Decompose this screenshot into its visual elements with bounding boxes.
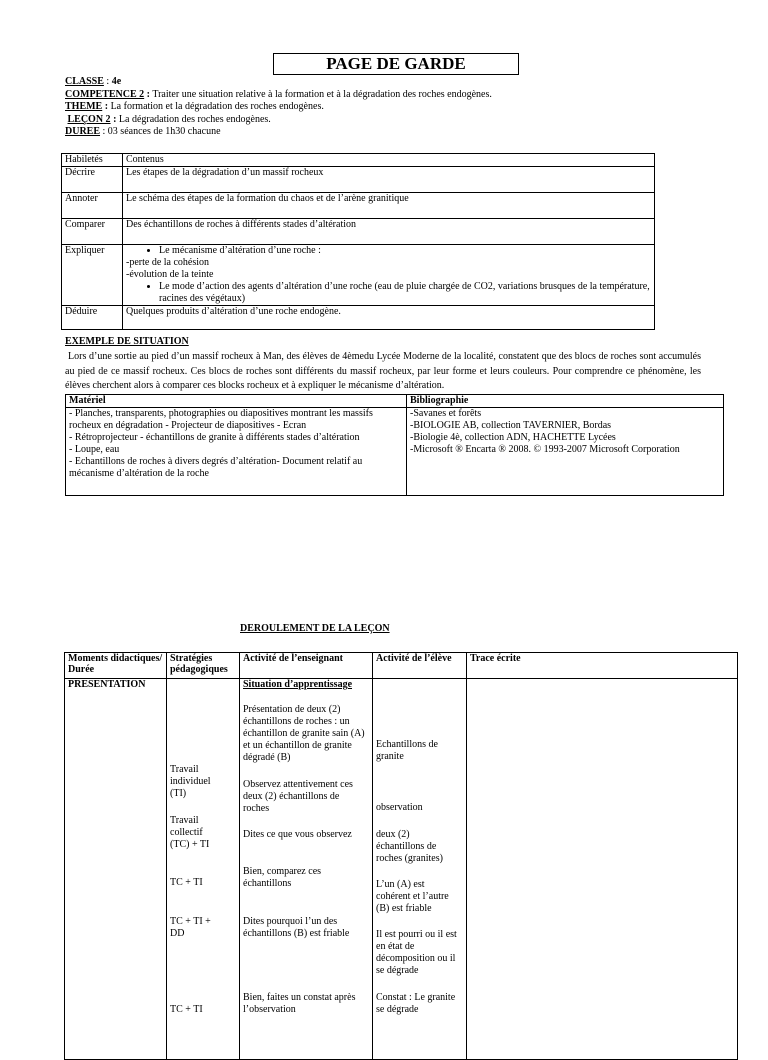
materiel-list [66,408,407,496]
teacher-item: Dites ce que vous observez [243,829,352,840]
header-moments: Moments didactiques/ Durée [65,653,167,679]
resources-body-row [66,408,724,496]
header-info [65,76,715,139]
lecon-value: La dégradation des roches endogènes. [118,113,271,125]
skills-row [62,219,655,245]
student-item: observation [376,802,423,813]
materiel-header: Matériel [66,395,407,408]
header-teacher: Activité de l’enseignant [240,653,373,679]
student-cell [373,679,467,1060]
example-text: Lors d’une sortie au pied d’un massif rocheux à Man, des élèves de 4èmedu Lycée Moderne de la localité, constatent que des blocs de roches sont accumulés au pied de ce massif rocheux. Ces blocs de roches sont différents du massif rocheux, par leur forme et leurs couleurs. Pour comprendre ce phénomène, les élèves cherchent alors à comparer ces blocks rocheux et à expliquer le mécanisme d’altération. [65,351,701,391]
theme-value: La formation et la dégradation des roches endogènes. [110,101,324,112]
skill-name: Décrire [62,167,123,193]
skill-content [123,245,655,306]
example-title: EXEMPLE DE SITUATION [65,336,189,347]
skill-content: Les étapes de la dégradation d’un massif rocheux [123,167,655,193]
page-title: PAGE DE GARDE [273,53,519,75]
strategies-cell [167,679,240,1060]
strategy-item: Travail individuel (TI) [170,764,211,799]
strategy-item: TC + TI [170,877,203,888]
biblio-list [407,408,724,496]
teacher-item: Observez attentivement ces deux (2) échantillons de roches [243,779,353,814]
duree-line: DUREE : 03 séances de 1h30 chacune [65,126,221,137]
skills-table [61,153,655,330]
biblio-header: Bibliographie [407,395,724,408]
student-item: deux (2) échantillons de roches (granites) [376,829,443,864]
skill-sub-item: -perte de la cohésion [126,257,210,268]
classe-value: 4e [111,76,122,87]
theme-label: THEME [65,101,103,112]
teacher-item: Bien, faites un constat après l’observation [243,992,356,1015]
skills-header-contenus: Contenus [123,154,655,167]
materiel-item: - Loupe, eau [69,444,120,455]
teacher-item: Présentation de deux (2) échantillons de roches : un échantillon de granite sain (A) et un échantillon de granite dégradé (B) [243,704,365,763]
resources-header-row [66,395,724,408]
skills-header-row [62,154,655,167]
teacher-title: Situation d’apprentissage [243,679,353,690]
biblio-item: -Microsoft ® Encarta ® 2008. © 1993-2007 Microsoft Corporation [410,444,680,455]
skill-name: Annoter [62,193,123,219]
deroulement-body-row [65,679,738,1060]
header-trace: Trace écrite [467,653,738,679]
strategy-item: TC + TI [170,1004,203,1015]
moment-cell [65,679,167,1060]
header-student: Activité de l’élève [373,653,467,679]
biblio-item: -BIOLOGIE AB, collection TAVERNIER, Bordas [410,420,612,431]
deroulement-table [64,652,738,1060]
skill-bullet: • Le mécanisme d’altération d’une roche : [159,245,651,257]
skills-row [62,193,655,219]
competence-line: COMPETENCE 2 : Traiter une situation relative à la formation et à la dégradation des roches endogènes. [65,88,492,100]
classe-line: CLASSE : 4e [65,76,122,87]
teacher-cell [240,679,373,1060]
header-strategies: Stratégies pédagogiques [167,653,240,679]
skills-row [62,306,655,330]
materiel-item: - Planches, transparents, photographies ou diapositives montrant les massifs rocheux en dégradation - Projecteur de diapositives - Ecran [69,408,373,431]
skills-row [62,167,655,193]
skill-name: Expliquer [62,245,123,306]
skills-row [62,245,655,306]
skill-content: Le schéma des étapes de la formation du chaos et de l’arène granitique [123,193,655,219]
biblio-item: -Biologie 4è, collection ADN, HACHETTE Lycées [410,432,616,443]
resources-table [65,394,724,496]
student-item: L’un (A) est cohérent et l’autre (B) est friable [376,879,449,914]
strategy-item: TC + TI + DD [170,916,211,939]
classe-label: CLASSE [65,76,104,87]
student-item: Constat : Le granite se dégrade [376,992,456,1015]
skill-content: Des échantillons de roches à différents stades d’altération [123,219,655,245]
skill-bullet: • Le mode d’action des agents d’altération d’une roche (eau de pluie chargée de CO2, variations brusques de la température, racines des végétaux) [159,281,651,305]
theme-line: THEME : La formation et la dégradation des roches endogènes. [65,101,324,112]
biblio-item: -Savanes et forêts [410,408,482,419]
competence-value: Traiter une situation relative à la formation et à la dégradation des roches endogènes. [152,88,492,100]
duree-value: 03 séances de 1h30 chacune [107,126,221,137]
deroulement-header-row [65,653,738,679]
skill-name: Déduire [62,306,123,330]
trace-cell [467,679,738,1060]
duree-label: DUREE [65,126,101,137]
teacher-item: Dites pourquoi l’un des échantillons (B) est friable [243,916,350,939]
student-item: Echantillons de granite [376,739,438,762]
skill-content: Quelques produits d’altération d’une roche endogène. [123,306,655,330]
moment-label: PRESENTATION [68,679,146,690]
teacher-item: Bien, comparez ces échantillons [243,866,322,889]
competence-label: COMPETENCE 2 [65,88,145,100]
skills-header-habiletes: Habiletés [62,154,123,167]
lecon-line: LEÇON 2 : La dégradation des roches endogènes. [67,113,271,125]
strategy-item: Travail collectif (TC) + TI [170,815,210,850]
student-item: Il est pourri ou il est en état de décomposition ou il se dégrade [376,929,457,976]
skill-name: Comparer [62,219,123,245]
skill-sub-item: -évolution de la teinte [126,269,214,280]
deroulement-title: DEROULEMENT DE LA LEÇON [240,623,390,634]
materiel-item: - Rétroprojecteur - échantillons de granite à différents stades d’altération [69,432,360,443]
materiel-item: - Echantillons de roches à divers degrés d’altération- Document relatif au mécanisme d’altération de la roche [69,456,363,479]
lecon-label: LEÇON 2 [67,113,111,125]
